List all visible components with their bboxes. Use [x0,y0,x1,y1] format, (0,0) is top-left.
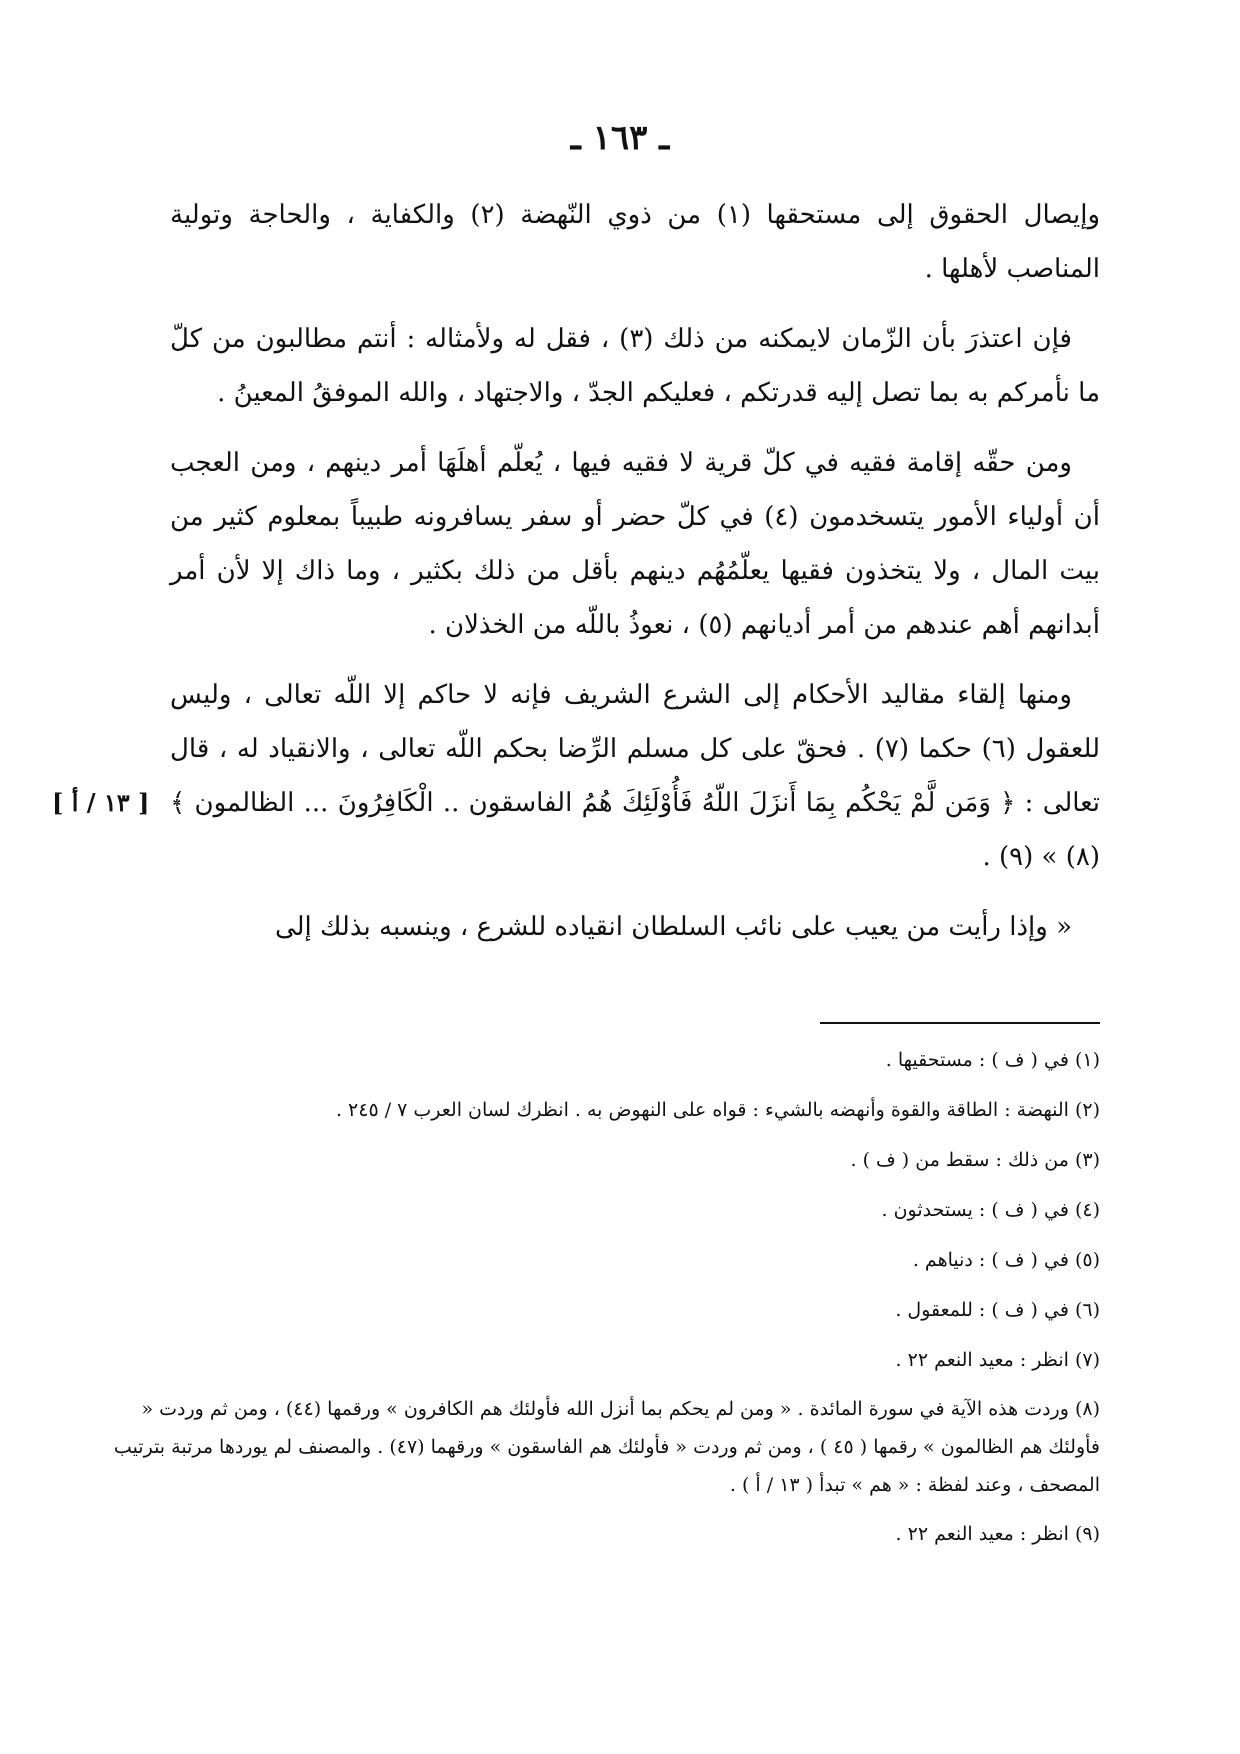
footnote-divider [820,1022,1100,1024]
footnotes [90,1040,1100,1564]
footnote-4: (٤) في ( ف ) : يستحدثون . [881,1199,1100,1221]
paragraph-4-container [52,668,1100,884]
footnote-9: (٩) انظر : معيد النعم ٢٢ . [895,1523,1100,1545]
folio-margin-note: [ ١٣ / أ ] [52,788,150,817]
footnote-6: (٦) في ( ف ) : للمعقول . [895,1299,1100,1321]
footnote-3: (٣) من ذلك : سقط من ( ف ) . [850,1149,1100,1171]
paragraph-1: وإيصال الحقوق إلى مستحقها (١) من ذوي النّهضة (٢) والكفاية ، والحاجة وتولية المناصب لأهلها . [170,200,1100,284]
paragraph-2: فإن اعتذرَ بأن الزّمان لايمكنه من ذلك (٣) ، فقل له ولأمثاله : أنتم مطالبون من كلّ ما نأمركم به بما تصل إليه قدرتكم ، فعليكم الجدّ ، والاجتهاد ، والله الموفقُ المعينُ . [170,324,1100,408]
footnote-1: (١) في ( ف ) : مستحقيها . [885,1049,1100,1071]
main-text [52,188,1100,970]
footnote-8: (٨) وردت هذه الآية في سورة المائدة . « ومن لم يحكم بما أنزل الله فأولئك هم الكافرون » ورقمها (٤٤) ، ومن ثم وردت « فأولئك هم الظالمون » رقمها ( ٤٥ ) ، ومن ثم وردت « فأولئك هم الفاسقون » ورقهما (٤٧) . والمصنف لم يوردها مرتبة بترتيب المصحف ، وعند لفظة : « هم » تبدأ ( ١٣ / أ ) . [113,1398,1100,1496]
footnote-2: (٢) النهضة : الطاقة والقوة وأنهضه بالشيء : قواه على النهوض به . انظرك لسان العرب ٧ / ٢٤٥ . [335,1099,1100,1121]
paragraph-4: ومنها إلقاء مقاليد الأحكام إلى الشرع الشريف فإنه لا حاكم إلا اللّه تعالى ، وليس للعقول (٦) حكما (٧) . فحقّ على كل مسلم الرِّضا بحكم اللّه تعالى ، والانقياد له ، قال تعالى : ﴿ وَمَن لَّمْ يَحْكُم بِمَا أَنزَلَ اللّهُ فَأُوْلَئِكَ هُمُ الفاسقون .. الْكَافِرُونَ ... الظالمون ﴾ (٨) » (٩) . [170,680,1100,872]
paragraph-5: « وإذا رأيت من يعيب على نائب السلطان انقياده للشرع ، وينسبه بذلك إلى [274,912,1072,942]
paragraph-3: ومن حقّه إقامة فقيه في كلّ قرية لا فقيه فيها ، يُعلّم أهلَهَا أمر دينهم ، ومن العجب أن أولياء الأمور يتسخدمون (٤) في كلّ حضر أو سفر يسافرونه طبيباً بمعلوم كثير من بيت المال ، ولا يتخذون فقيها يعلّمُهُم دينهم بأقل من ذلك بكثير ، وما ذاك إلا لأن أمر أبدانهم أهم عندهم من أمر أديانهم (٥) ، نعوذُ باللّه من الخذلان . [170,448,1100,640]
footnote-7: (٧) انظر : معيد النعم ٢٢ . [895,1349,1100,1371]
page-number: ـ ١٦٣ ـ [570,118,670,158]
footnote-5: (٥) في ( ف ) : دنياهم . [912,1249,1100,1271]
